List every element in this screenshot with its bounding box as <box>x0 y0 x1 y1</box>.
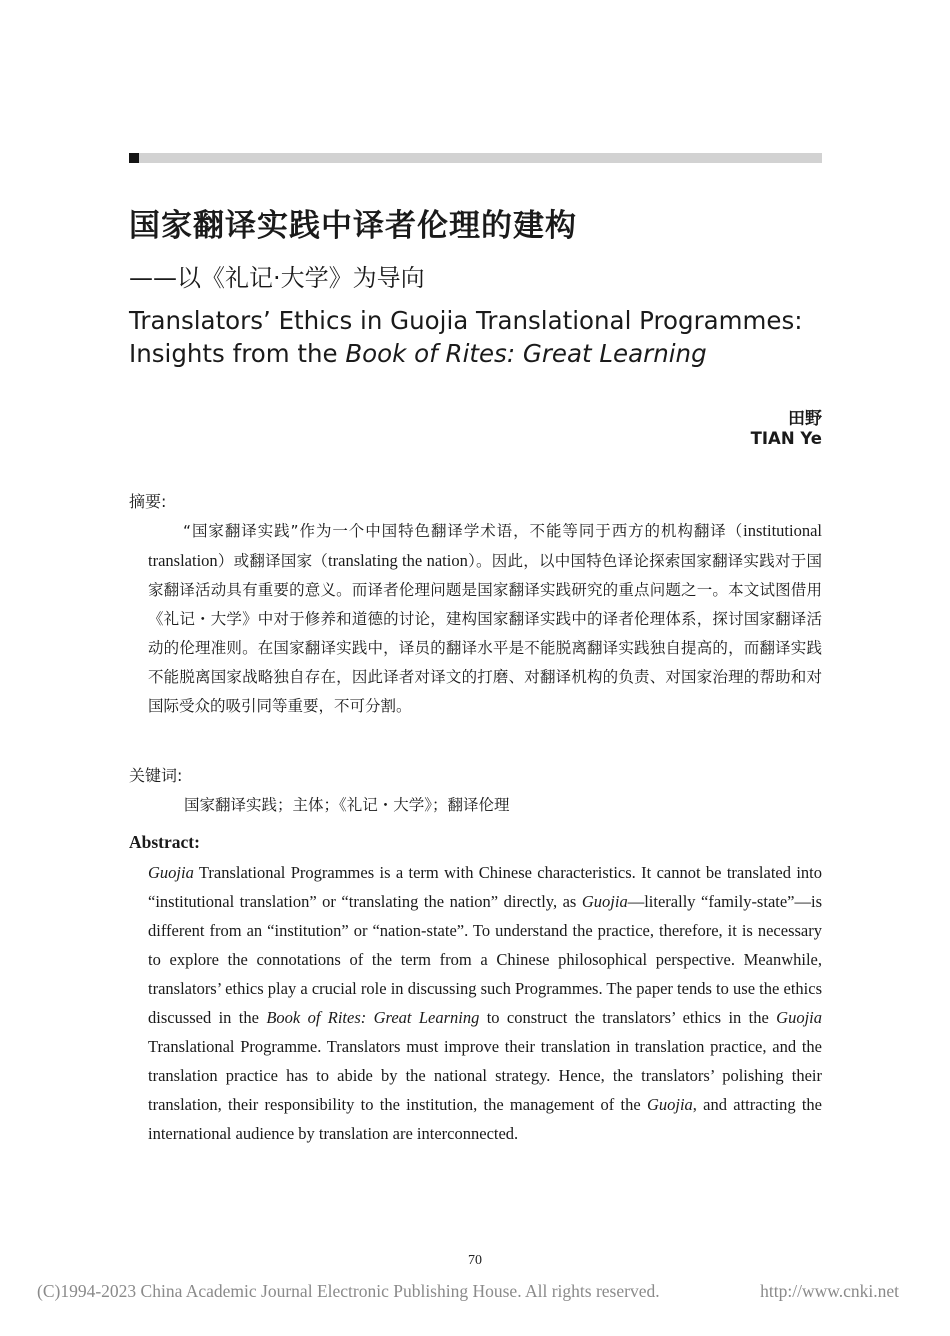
abstract-english-part10: , and attracting the international audience by translation are interconnected. <box>148 1095 822 1143</box>
abstract-english-part7: Guojia <box>776 1008 822 1027</box>
author-name-chinese: 田野 <box>788 409 822 429</box>
abstract-english-part8: Translational Programme. Translators must improve their translation in translation practice, and the translation practice has to abide by the national strategy. Hence, the translators’ polishing their translation, their responsibility to the institution, the management of the <box>148 1037 822 1114</box>
title-english-line2 <box>129 337 849 370</box>
abstract-english-part2: Translational Programmes is a term with Chinese characteristics. It cannot be translated into “institutional translation” or “translating the nation” directly, as <box>148 863 822 911</box>
title-english <box>129 304 849 370</box>
header-rule <box>129 153 822 163</box>
author-name-english: TIAN Ye <box>750 429 822 448</box>
abstract-chinese-term2: translating the nation <box>328 551 468 570</box>
title-english-line2-prefix: Insights from the <box>129 339 346 368</box>
abstract-chinese-part3: ）。因此，以中国特色译论探索国家翻译实践对于国家翻译活动具有重要的意义。而译者伦理问题是国家翻译实践研究的重点问题之一。本文试图借用《礼记・大学》中对于修养和道德的讨论，建构国家翻译实践中的译者伦理体系，探讨国家翻译活动的伦理准则。在国家翻译实践中，译员的翻译水平是不能脱离翻译实践独自提高的，而翻译实践不能脱离国家战略独自存在，因此译者对译文的打磨、对翻译机构的负责、对国家治理的帮助和对国际受众的吸引同等重要，不可分割。 <box>148 552 822 715</box>
abstract-english-part6: to construct the translators’ ethics in the <box>479 1008 777 1027</box>
title-english-line1: Translators’ Ethics in Guojia Translational Programmes: <box>129 306 803 335</box>
abstract-english-part3: Guojia <box>581 892 628 911</box>
abstract-chinese-heading: 摘要: <box>129 492 167 511</box>
abstract-chinese-part1: “国家翻译实践”作为一个中国特色翻译学术语，不能等同于西方的机构翻译（ <box>183 522 744 540</box>
title-chinese: 国家翻译实践中译者伦理的建构 <box>129 208 577 244</box>
keywords-chinese-heading: 关键词: <box>129 766 183 785</box>
header-rule-marker <box>129 153 139 163</box>
abstract-english-heading: Abstract: <box>129 832 200 852</box>
abstract-english-body <box>148 858 822 1148</box>
abstract-english-part4: —literally “family-state”—is different from an “institution” or “nation-state”. To understand the practice, therefore, it is necessary to explore the connotations of the term from a Chinese philosophical perspective. Meanwhile, translators’ ethics play a crucial role in discussing such Programmes. The paper tends to use the ethics discussed in the <box>148 892 822 1027</box>
abstract-english-part5: Book of Rites: Great Learning <box>266 1008 480 1027</box>
footer-copyright: (C)1994-2023 China Academic Journal Electronic Publishing House. All rights reserved. <box>37 1281 660 1301</box>
abstract-chinese-term1: institutional translation <box>148 521 822 570</box>
abstract-english-part9: Guojia <box>646 1095 693 1114</box>
abstract-chinese-part2: ）或翻译国家（ <box>217 552 329 570</box>
title-english-book-title: Book of Rites: Great Learning <box>345 339 707 368</box>
page-number: 70 <box>468 1253 482 1268</box>
abstract-chinese-body <box>148 516 822 721</box>
subtitle-chinese: ——以《礼记·大学》为导向 <box>129 264 425 292</box>
footer-url: http://www.cnki.net <box>760 1281 899 1301</box>
abstract-english-part1: Guojia <box>148 863 194 882</box>
keywords-chinese-list: 国家翻译实践；主体；《礼记・大学》；翻译伦理 <box>184 796 510 814</box>
